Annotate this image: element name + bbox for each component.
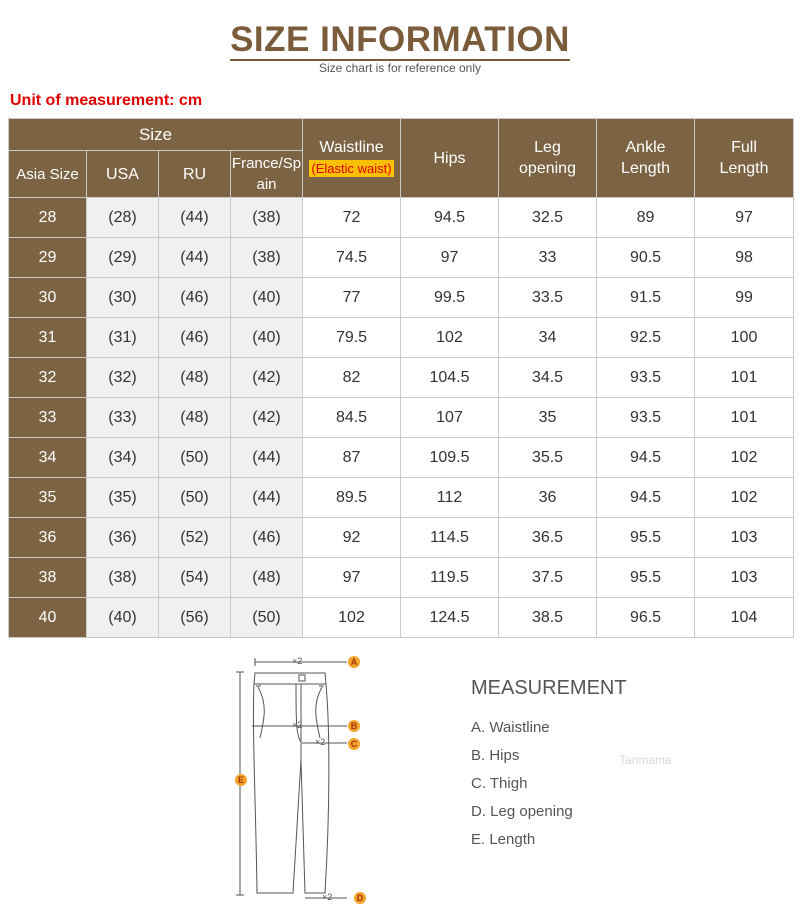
multiplier-b: ×2 bbox=[292, 720, 303, 730]
asia-size-cell: 33 bbox=[9, 398, 87, 438]
table-row bbox=[9, 278, 794, 318]
asia-size-cell: 29 bbox=[9, 238, 87, 278]
table-row bbox=[9, 198, 794, 238]
table-cell: 36.5 bbox=[499, 518, 597, 558]
table-cell: 36 bbox=[499, 478, 597, 518]
measurement-item-b: B. Hips bbox=[471, 747, 520, 764]
measurement-title: MEASUREMENT bbox=[471, 677, 627, 699]
watermark: Tanmama bbox=[619, 753, 672, 767]
table-cell: 74.5 bbox=[303, 238, 401, 278]
table-cell: (44) bbox=[159, 238, 231, 278]
pants-icon bbox=[230, 650, 380, 910]
pants-diagram bbox=[230, 650, 380, 910]
table-cell: 82 bbox=[303, 358, 401, 398]
table-cell: 97 bbox=[695, 198, 794, 238]
badge-e: E bbox=[235, 774, 247, 786]
asia-size-cell: 32 bbox=[9, 358, 87, 398]
table-cell: 95.5 bbox=[597, 558, 695, 598]
table-cell: 32.5 bbox=[499, 198, 597, 238]
multiplier-c: ×2 bbox=[315, 737, 326, 747]
badge-d: D bbox=[354, 892, 366, 904]
table-cell: (44) bbox=[159, 198, 231, 238]
measurement-list bbox=[471, 716, 573, 856]
table-cell: 104 bbox=[695, 598, 794, 638]
table-cell: (50) bbox=[159, 478, 231, 518]
table-cell: 94.5 bbox=[401, 198, 499, 238]
table-body bbox=[9, 198, 794, 638]
table-cell: (35) bbox=[87, 478, 159, 518]
table-cell: (44) bbox=[231, 478, 303, 518]
measurement-item-e: E. Length bbox=[471, 831, 536, 848]
table-row bbox=[9, 238, 794, 278]
table-cell: 84.5 bbox=[303, 398, 401, 438]
table-cell: 89 bbox=[597, 198, 695, 238]
table-cell: 103 bbox=[695, 558, 794, 598]
table-cell: 101 bbox=[695, 358, 794, 398]
table-cell: (50) bbox=[159, 438, 231, 478]
table-cell: 33 bbox=[499, 238, 597, 278]
table-cell: (52) bbox=[159, 518, 231, 558]
table-cell: 92.5 bbox=[597, 318, 695, 358]
table-cell: (54) bbox=[159, 558, 231, 598]
table-cell: 92 bbox=[303, 518, 401, 558]
table-cell: (40) bbox=[87, 598, 159, 638]
table-cell: (29) bbox=[87, 238, 159, 278]
header-usa: USA bbox=[87, 151, 159, 198]
table-cell: 104.5 bbox=[401, 358, 499, 398]
header-full-length: Full Length bbox=[695, 119, 794, 198]
table-cell: (40) bbox=[231, 278, 303, 318]
header-leg-opening: Leg opening bbox=[499, 119, 597, 198]
table-cell: 109.5 bbox=[401, 438, 499, 478]
table-row bbox=[9, 558, 794, 598]
table-cell: (48) bbox=[159, 398, 231, 438]
multiplier-d: ×2 bbox=[322, 892, 333, 902]
asia-size-cell: 31 bbox=[9, 318, 87, 358]
asia-size-cell: 36 bbox=[9, 518, 87, 558]
table-cell: 93.5 bbox=[597, 398, 695, 438]
table-cell: (46) bbox=[159, 278, 231, 318]
table-cell: (56) bbox=[159, 598, 231, 638]
asia-size-cell: 28 bbox=[9, 198, 87, 238]
table-cell: 95.5 bbox=[597, 518, 695, 558]
table-cell: 102 bbox=[401, 318, 499, 358]
table-row bbox=[9, 518, 794, 558]
header-ru: RU bbox=[159, 151, 231, 198]
table-cell: (36) bbox=[87, 518, 159, 558]
table-cell: 99.5 bbox=[401, 278, 499, 318]
table-cell: 124.5 bbox=[401, 598, 499, 638]
table-cell: 94.5 bbox=[597, 478, 695, 518]
table-cell: 37.5 bbox=[499, 558, 597, 598]
table-cell: 89.5 bbox=[303, 478, 401, 518]
table-cell: 91.5 bbox=[597, 278, 695, 318]
table-cell: (38) bbox=[87, 558, 159, 598]
table-cell: 101 bbox=[695, 398, 794, 438]
size-table bbox=[8, 118, 794, 638]
table-cell: (30) bbox=[87, 278, 159, 318]
header-ankle-length: Ankle Length bbox=[597, 119, 695, 198]
table-cell: 94.5 bbox=[597, 438, 695, 478]
table-cell: (48) bbox=[231, 558, 303, 598]
table-cell: 72 bbox=[303, 198, 401, 238]
measurement-item-a: A. Waistline bbox=[471, 719, 550, 736]
multiplier-a: ×2 bbox=[292, 656, 303, 666]
table-cell: (42) bbox=[231, 398, 303, 438]
table-cell: 100 bbox=[695, 318, 794, 358]
table-cell: (42) bbox=[231, 358, 303, 398]
table-cell: 35.5 bbox=[499, 438, 597, 478]
table-row bbox=[9, 478, 794, 518]
measurement-item-c: C. Thigh bbox=[471, 775, 528, 792]
table-cell: 87 bbox=[303, 438, 401, 478]
table-cell: (44) bbox=[231, 438, 303, 478]
table-cell: (46) bbox=[159, 318, 231, 358]
asia-size-cell: 38 bbox=[9, 558, 87, 598]
table-cell: 97 bbox=[401, 238, 499, 278]
table-cell: (46) bbox=[231, 518, 303, 558]
header-france-spain: France/Spain bbox=[231, 151, 303, 198]
header-hips: Hips bbox=[401, 119, 499, 198]
table-cell: 96.5 bbox=[597, 598, 695, 638]
table-cell: 34 bbox=[499, 318, 597, 358]
table-cell: 107 bbox=[401, 398, 499, 438]
table-cell: 97 bbox=[303, 558, 401, 598]
table-cell: (50) bbox=[231, 598, 303, 638]
table-cell: 35 bbox=[499, 398, 597, 438]
table-cell: (40) bbox=[231, 318, 303, 358]
table-cell: 98 bbox=[695, 238, 794, 278]
table-row bbox=[9, 318, 794, 358]
table-cell: (34) bbox=[87, 438, 159, 478]
table-cell: 112 bbox=[401, 478, 499, 518]
table-cell: 102 bbox=[303, 598, 401, 638]
header-waistline bbox=[303, 119, 401, 198]
table-cell: 33.5 bbox=[499, 278, 597, 318]
table-row bbox=[9, 598, 794, 638]
page-subtitle: Size chart is for reference only bbox=[318, 61, 482, 75]
page-title: SIZE INFORMATION bbox=[230, 20, 570, 59]
asia-size-cell: 30 bbox=[9, 278, 87, 318]
unit-label: Unit of measurement: cm bbox=[10, 92, 203, 109]
table-cell: 77 bbox=[303, 278, 401, 318]
table-cell: 102 bbox=[695, 438, 794, 478]
table-cell: 103 bbox=[695, 518, 794, 558]
table-row bbox=[9, 398, 794, 438]
badge-c: C bbox=[348, 738, 360, 750]
header-waistline-label: Waistline bbox=[319, 139, 384, 156]
table-cell: 79.5 bbox=[303, 318, 401, 358]
table-row bbox=[9, 358, 794, 398]
table-cell: (31) bbox=[87, 318, 159, 358]
table-cell: (32) bbox=[87, 358, 159, 398]
table-cell: 102 bbox=[695, 478, 794, 518]
table-cell: 90.5 bbox=[597, 238, 695, 278]
table-cell: 99 bbox=[695, 278, 794, 318]
table-cell: (48) bbox=[159, 358, 231, 398]
table-cell: (38) bbox=[231, 238, 303, 278]
size-group-header: Size bbox=[9, 119, 303, 151]
table-cell: 34.5 bbox=[499, 358, 597, 398]
measurement-item-d: D. Leg opening bbox=[471, 803, 573, 820]
table-cell: 114.5 bbox=[401, 518, 499, 558]
asia-size-cell: 34 bbox=[9, 438, 87, 478]
asia-size-cell: 35 bbox=[9, 478, 87, 518]
badge-b: B bbox=[348, 720, 360, 732]
table-row bbox=[9, 438, 794, 478]
table-cell: 119.5 bbox=[401, 558, 499, 598]
elastic-waist-note: (Elastic waist) bbox=[311, 161, 392, 176]
table-cell: 38.5 bbox=[499, 598, 597, 638]
header-asia-size: Asia Size bbox=[9, 151, 87, 198]
table-cell: (28) bbox=[87, 198, 159, 238]
asia-size-cell: 40 bbox=[9, 598, 87, 638]
table-cell: (33) bbox=[87, 398, 159, 438]
table-cell: (38) bbox=[231, 198, 303, 238]
table-cell: 93.5 bbox=[597, 358, 695, 398]
badge-a: A bbox=[348, 656, 360, 668]
